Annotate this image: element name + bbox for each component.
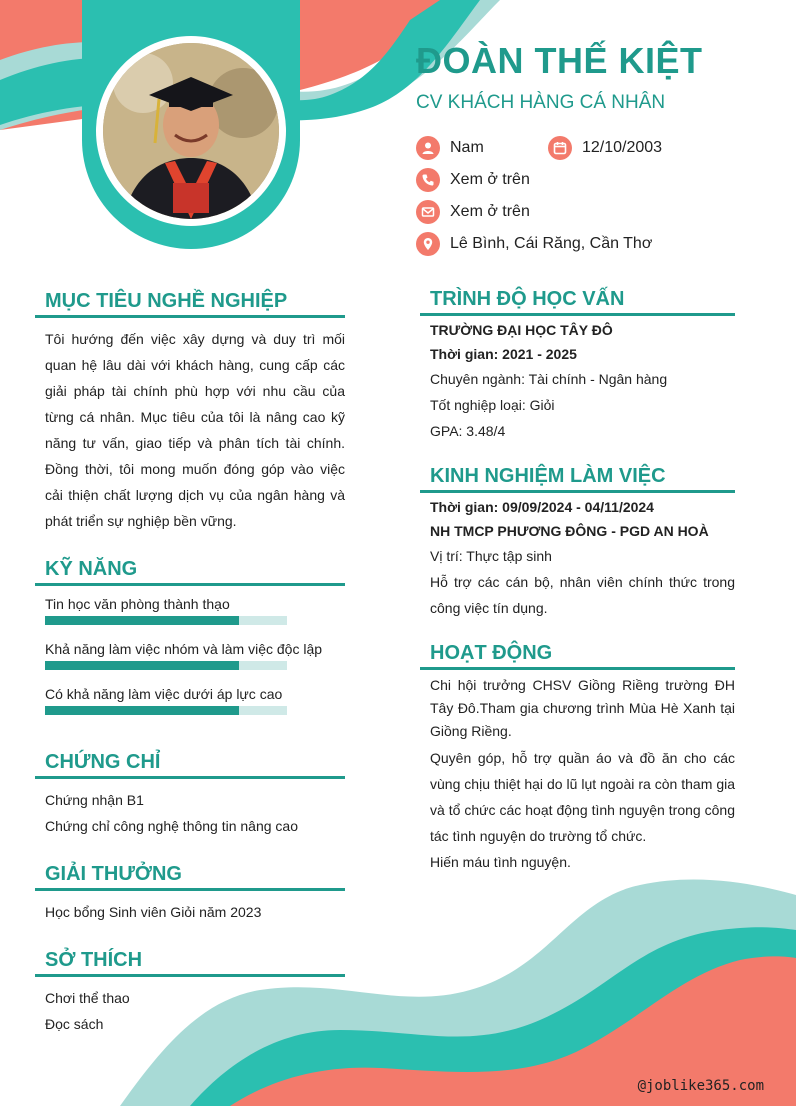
objective-text: Tôi hướng đến việc xây dựng và duy trì mối quan hệ lâu dài với khách hàng, cung cấp các giải pháp tài chính phù hợp với nhu cầu của từng cá nhân. Mục tiêu của tôi là nâng cao kỹ năng tư vấn, giao tiếp và phân tích tài chính. Đồng thời, tôi mong muốn đóng góp vào việc cải thiện chất lượng dịch vụ của ngân hàng và phát triển sự nghiệp bền vững. xyxy=(45,331,345,529)
gender-value: Nam xyxy=(450,139,484,156)
calendar-icon xyxy=(548,136,572,160)
experience-position: Vị trí: Thực tập sinh xyxy=(430,548,552,564)
experience-description: Hỗ trợ các cán bộ, nhân viên chính thức trong công việc tín dụng. xyxy=(430,574,735,616)
section-certificates xyxy=(35,751,345,839)
location-icon xyxy=(416,232,440,256)
skill-bar-fill xyxy=(45,616,239,625)
phone-value: Xem ở trên xyxy=(450,171,530,188)
section-hobbies xyxy=(35,949,345,1037)
skills-title: KỸ NĂNG xyxy=(35,558,345,586)
skill-label: Có khả năng làm việc dưới áp lực cao xyxy=(45,686,283,702)
cv-subtitle: CV KHÁCH HÀNG CÁ NHÂN xyxy=(416,92,666,113)
section-activities xyxy=(420,642,735,875)
contact-gender xyxy=(416,136,484,160)
award-item: Học bổng Sinh viên Giỏi năm 2023 xyxy=(45,904,262,920)
experience-time: Thời gian: 09/09/2024 - 04/11/2024 xyxy=(430,499,654,515)
skill-bar xyxy=(45,616,287,625)
experience-company: NH TMCP PHƯƠNG ĐÔNG - PGD AN HOÀ xyxy=(430,523,709,539)
objective-title: MỤC TIÊU NGHỀ NGHIỆP xyxy=(35,290,345,318)
activity-item: Chi hội trưởng CHSV Giồng Riềng trường ĐH Tây Đô.Tham gia chương trình Mùa Hè Xanh tại Giồng Riềng. xyxy=(430,677,735,739)
contact-phone xyxy=(416,168,530,192)
hobby-item: Chơi thể thao xyxy=(45,990,130,1006)
hobbies-title: SỞ THÍCH xyxy=(35,949,345,977)
address-value: Lê Bình, Cái Răng, Cần Thơ xyxy=(450,235,653,252)
certificates-title: CHỨNG CHỈ xyxy=(35,751,345,779)
profile-photo xyxy=(103,43,279,219)
certificate-item: Chứng chỉ công nghệ thông tin nâng cao xyxy=(45,818,299,834)
section-experience xyxy=(420,465,735,621)
experience-title: KINH NGHIỆM LÀM VIỆC xyxy=(420,465,735,493)
contact-birthdate xyxy=(548,136,662,160)
skill-label: Tin học văn phòng thành thạo xyxy=(45,596,230,612)
section-education xyxy=(420,288,735,444)
mail-icon xyxy=(416,200,440,224)
email-value: Xem ở trên xyxy=(450,203,530,220)
certificate-item: Chứng nhận B1 xyxy=(45,792,144,808)
activity-item: Quyên góp, hỗ trợ quần áo và đồ ăn cho các vùng chịu thiệt hại do lũ lụt ngoài ra còn tham gia và tổ chức các hoạt động tình nguyện trong công tác tình nguyện do trường tổ chức. xyxy=(430,750,735,844)
education-time: Thời gian: 2021 - 2025 xyxy=(430,346,577,362)
footer-handle: @joblike365.com xyxy=(637,1078,764,1094)
activity-item: Hiến máu tình nguyện. xyxy=(430,854,571,870)
activities-title: HOẠT ĐỘNG xyxy=(420,642,735,670)
hobby-item: Đọc sách xyxy=(45,1016,104,1032)
skill-bar xyxy=(45,706,287,715)
phone-icon xyxy=(416,168,440,192)
education-major: Chuyên ngành: Tài chính - Ngân hàng xyxy=(430,371,668,387)
skill-bar xyxy=(45,661,287,670)
education-grade: Tốt nghiệp loại: Giỏi xyxy=(430,397,555,413)
user-icon xyxy=(416,136,440,160)
profile-photo-frame xyxy=(96,36,286,226)
education-school: TRƯỜNG ĐẠI HỌC TÂY ĐÔ xyxy=(430,322,613,338)
skill-label: Khả năng làm việc nhóm và làm việc độc lập xyxy=(45,641,323,657)
section-objective xyxy=(35,290,345,534)
skill-bar-fill xyxy=(45,661,239,670)
education-title: TRÌNH ĐỘ HỌC VẤN xyxy=(420,288,735,316)
birthdate-value: 12/10/2003 xyxy=(582,139,663,156)
section-awards xyxy=(35,863,345,925)
awards-title: GIẢI THƯỞNG xyxy=(35,863,345,891)
candidate-name: ĐOÀN THẾ KIỆT xyxy=(416,40,703,81)
education-gpa: GPA: 3.48/4 xyxy=(430,423,506,439)
section-skills xyxy=(35,558,345,715)
contact-address xyxy=(416,232,652,256)
contact-email xyxy=(416,200,530,224)
skill-bar-fill xyxy=(45,706,239,715)
